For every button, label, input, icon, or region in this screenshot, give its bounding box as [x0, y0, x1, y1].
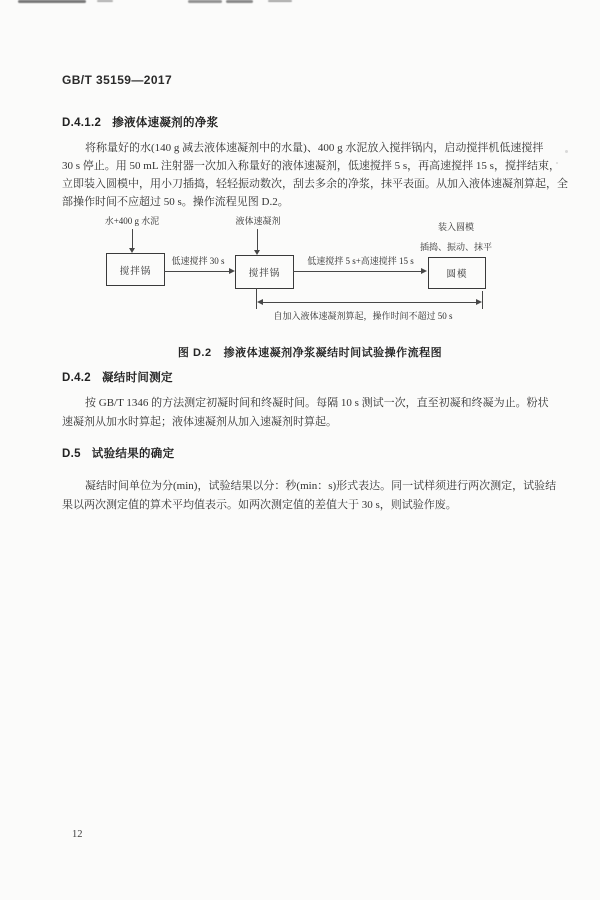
flow-duration-note: 自加入液体速凝剂算起，操作时间不超过 50 s	[273, 311, 453, 321]
paragraph-line: 速凝剂从加水时算起；液体速凝剂从加入速凝剂时算起。	[62, 415, 337, 428]
figure-label: 图 D.2	[177, 347, 212, 359]
flow-mold-note-1: 装入圆模	[437, 222, 474, 232]
section-title: 试验结果的确定	[91, 448, 175, 460]
paragraph-line: 凝结时间单位为分(min)，试验结果以分：秒(min：s)形式表达。同一试样须进行两次测定，试验结	[85, 480, 557, 492]
figure-caption	[70, 344, 550, 360]
paragraph-d412	[62, 139, 568, 211]
scan-artifact	[97, 0, 113, 2]
standard-code: GB/T 35159—2017	[62, 73, 173, 87]
section-number: D.4.1.2	[62, 117, 102, 129]
page-number: 12	[72, 829, 83, 840]
flow-arrow2-label: 低速搅拌 5 s+高速搅拌 15 s	[307, 256, 414, 266]
flow-box-mixer-2: 搅拌锅	[235, 255, 294, 289]
arrow-right-icon	[421, 268, 427, 274]
paragraph-line: 果以两次测定值的算术平均值表示。如两次测定值的差值大于 30 s，则试验作废。	[62, 499, 457, 511]
section-title: 凝结时间测定	[102, 372, 173, 384]
paragraph-line: 30 s 停止。用 50 mL 注射器一次加入称量好的液体速凝剂，低速搅拌 5 s，再高速搅拌 15 s，搅拌结束，	[62, 160, 560, 172]
section-number: D.4.2	[62, 372, 91, 384]
flow-arrow-right-2	[293, 271, 423, 272]
flow-arrow1-label: 低速搅拌 30 s	[171, 256, 225, 266]
dimension-tick-right	[482, 291, 483, 309]
flow-arrow-down-1	[132, 229, 133, 249]
section-title: 掺液体速凝剂的净浆	[112, 117, 219, 129]
flow-arrow-down-2	[257, 229, 258, 251]
dimension-line	[262, 302, 477, 303]
flow-arrow-right-1	[164, 271, 230, 272]
paragraph-line: 部操作时间不应超过 50 s。操作流程见图 D.2。	[62, 196, 289, 208]
flow-input-water-cement-label: 水+400 g 水泥	[104, 216, 160, 226]
paragraph-d5	[62, 477, 557, 515]
scan-artifact	[18, 0, 86, 3]
paragraph-d42	[62, 394, 549, 431]
section-heading-d5	[62, 445, 174, 461]
section-heading-d412	[62, 114, 218, 130]
paragraph-line: 将称量好的水(140 g 减去液体速凝剂中的水量)、400 g 水泥放入搅拌锅内，启动搅拌机低速搅拌	[85, 142, 544, 154]
scan-speck	[565, 150, 568, 153]
scan-artifact	[226, 0, 253, 3]
figure-title: 掺液体速凝剂净浆凝结时间试验操作流程图	[223, 347, 443, 359]
scan-artifact	[188, 0, 222, 3]
arrow-left-icon	[257, 299, 263, 305]
paragraph-line: 按 GB/T 1346 的方法测定初凝时间和终凝时间。每隔 10 s 测试一次，直至初凝和终凝为止。粉状	[85, 397, 549, 409]
arrow-right-icon	[229, 268, 235, 274]
arrow-right-icon	[476, 299, 482, 305]
scan-artifact	[268, 0, 292, 2]
flow-mold-note-2: 插捣、振动、抹平	[419, 242, 492, 252]
paragraph-line: 立即装入圆模中，用小刀插捣，轻轻振动数次，刮去多余的净浆，抹平表面。从加入液体速凝剂算起，全	[62, 178, 568, 190]
flow-box-mixer-1: 搅拌锅	[106, 253, 165, 286]
section-number: D.5	[62, 448, 81, 460]
flow-box-mold: 圆模	[428, 257, 486, 289]
flow-input-accelerator-label: 液体速凝剂	[235, 216, 281, 226]
section-heading-d42	[62, 369, 173, 385]
